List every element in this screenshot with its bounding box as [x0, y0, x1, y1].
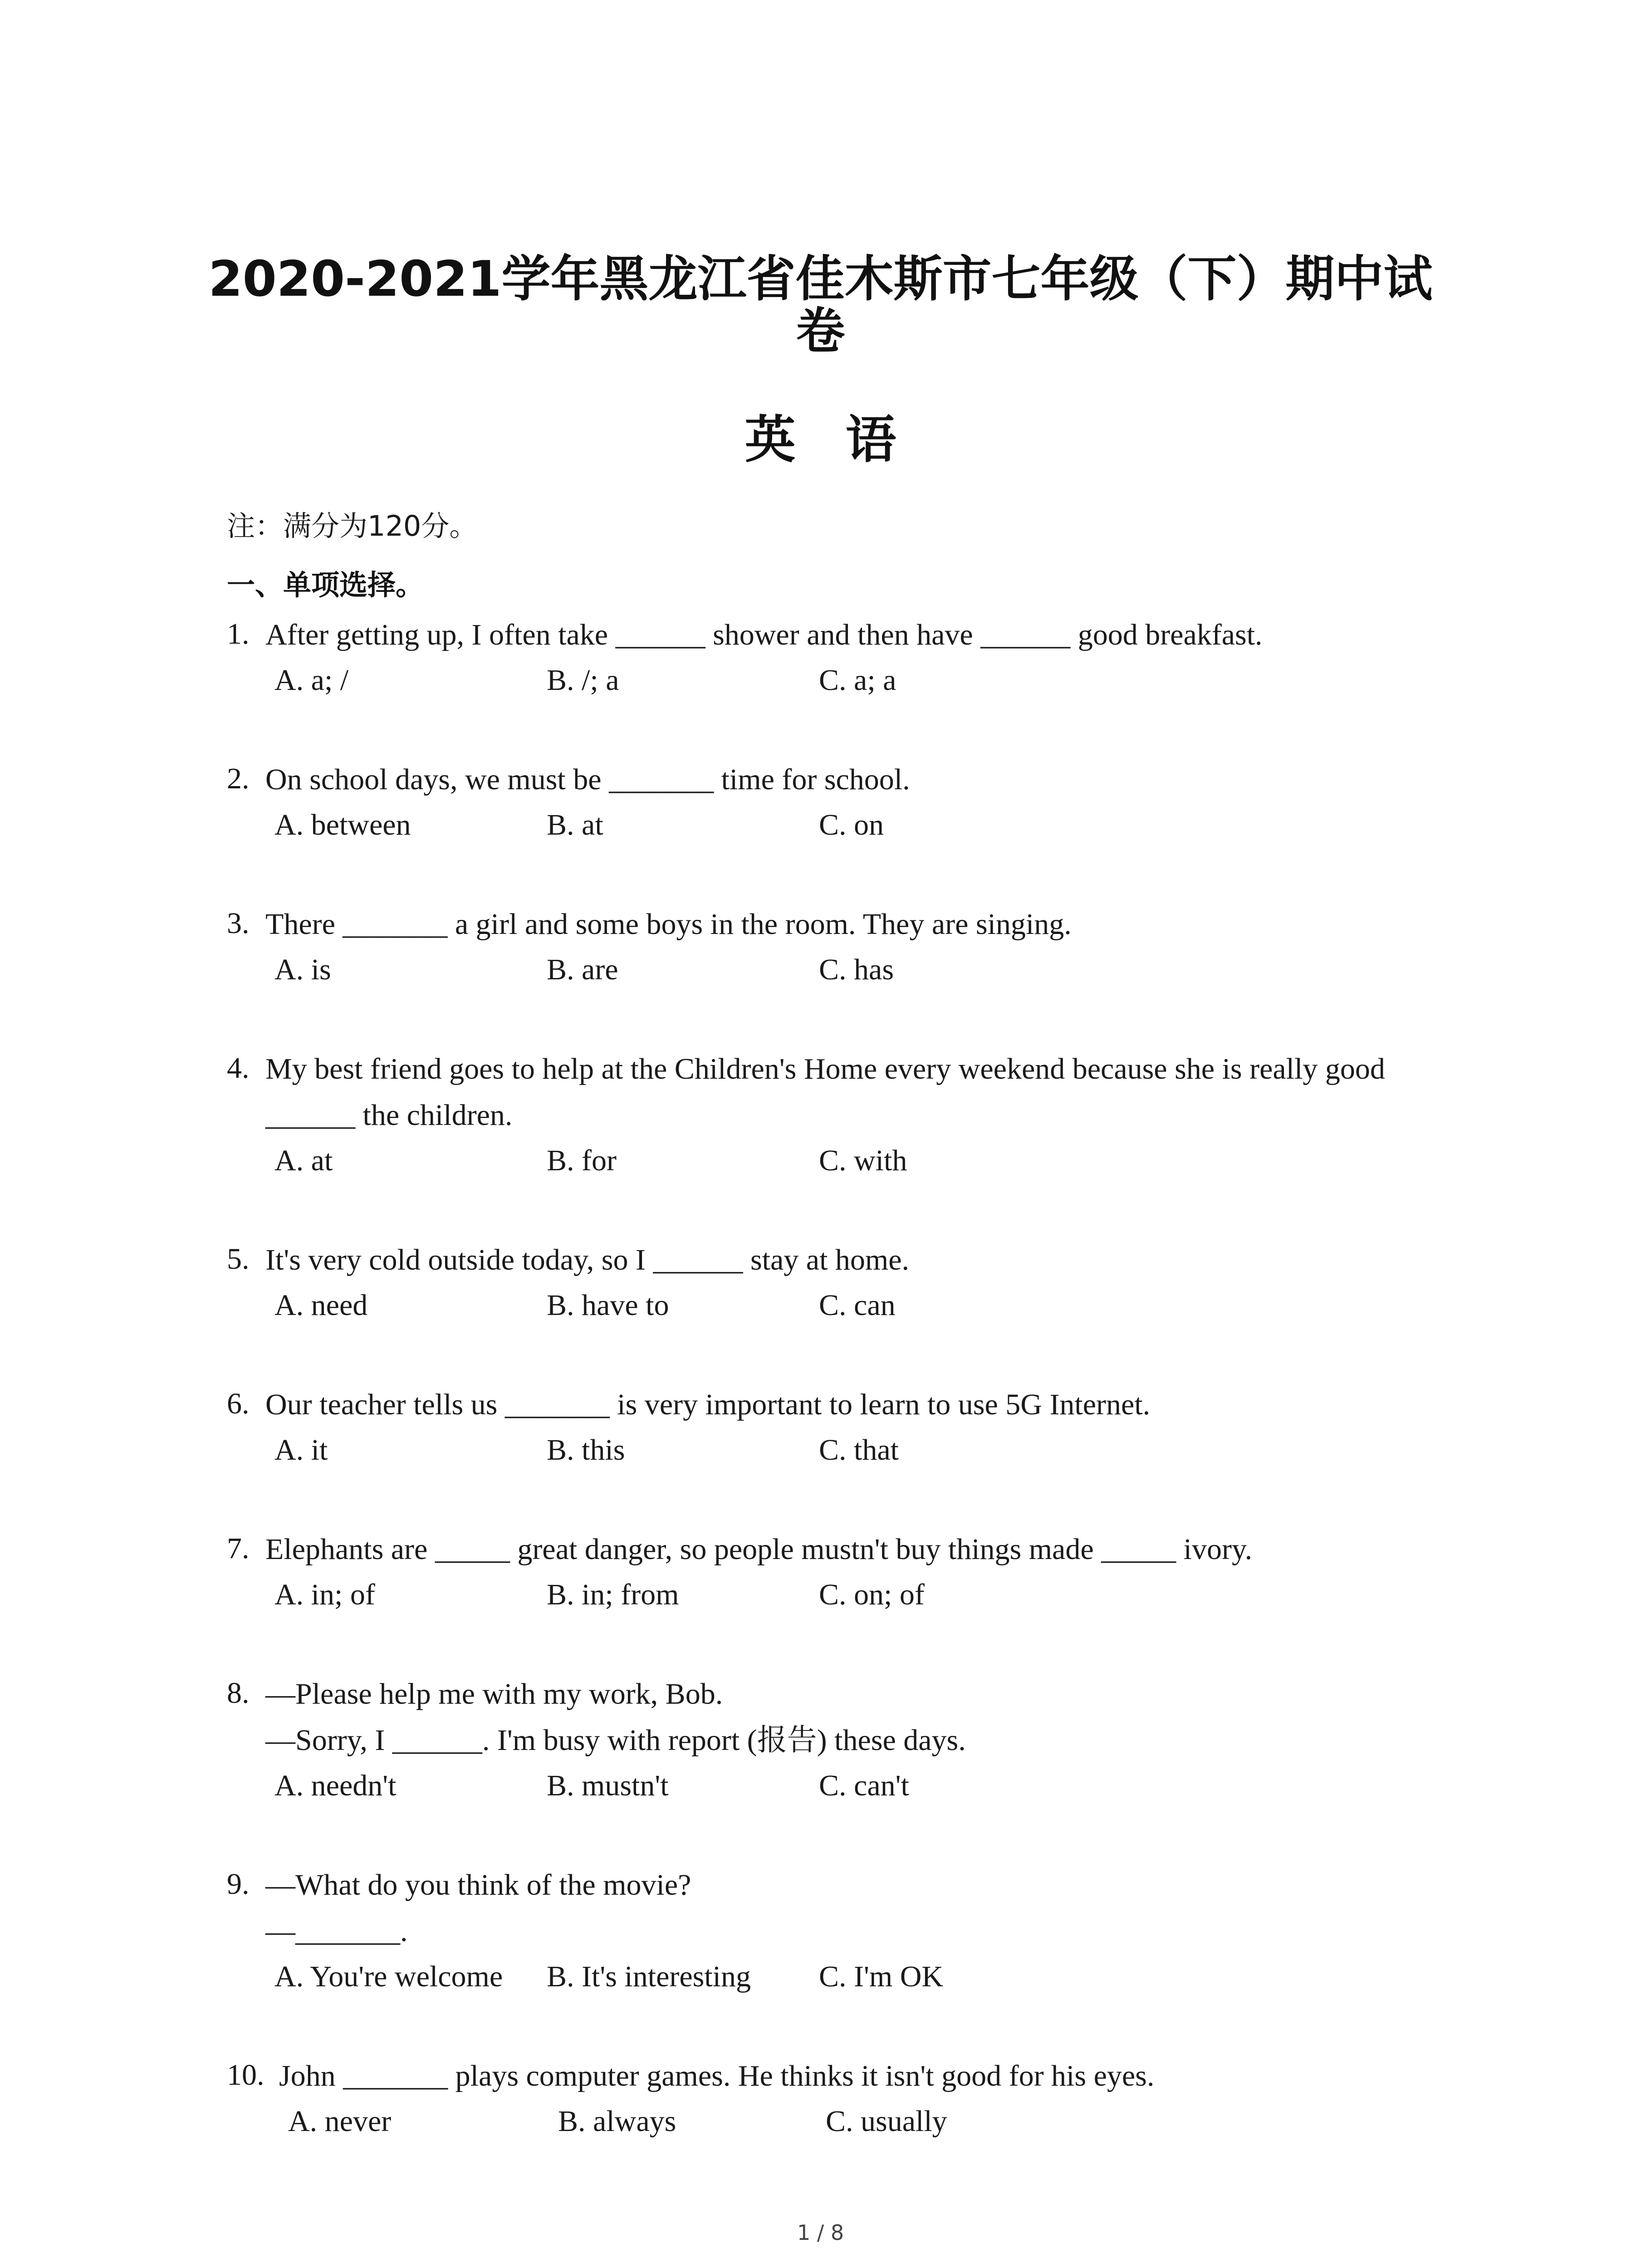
- answer-option-c: C. I'm OK: [819, 1960, 944, 1993]
- question-number: 4.: [227, 1051, 250, 1085]
- answer-option-c: C. can't: [819, 1769, 909, 1802]
- question-text: There _______ a girl and some boys in the room. They are singing.: [265, 908, 1072, 941]
- question-number: 8.: [227, 1677, 250, 1710]
- answer-option-a: A. need: [274, 1289, 368, 1322]
- answer-option-a: A. needn't: [274, 1769, 397, 1802]
- answer-option-a: A. at: [274, 1144, 333, 1177]
- answer-option-c: C. a; a: [819, 664, 896, 697]
- answer-option-b: B. It's interesting: [547, 1960, 751, 1993]
- answer-option-b: B. are: [547, 953, 618, 986]
- score-note: 注：满分为120分。: [227, 509, 478, 543]
- question-number: 9.: [227, 1867, 250, 1901]
- answer-option-a: A. between: [274, 808, 411, 841]
- subject-title: 英语: [745, 411, 946, 469]
- answer-option-c: C. usually: [826, 2105, 947, 2138]
- question-text: ______ the children.: [265, 1099, 513, 1132]
- answer-option-b: B. this: [547, 1433, 625, 1466]
- answer-option-b: B. at: [547, 808, 603, 841]
- question-text: After getting up, I often take ______ shower and then have ______ good breakfast.: [265, 618, 1263, 651]
- page-number: 1 / 8: [797, 2220, 844, 2245]
- question-number: 1.: [227, 617, 250, 650]
- answer-option-c: C. with: [819, 1144, 907, 1177]
- answer-option-c: C. on; of: [819, 1578, 925, 1611]
- exam-title-line1: 2020-2021学年黑龙江省佳木斯市七年级（下）期中试: [208, 251, 1433, 308]
- answer-option-a: A. You're welcome: [274, 1960, 503, 1993]
- question-text: —What do you think of the movie?: [265, 1868, 691, 1901]
- question-text: —Sorry, I ______. I'm busy with report (报告) these days.: [265, 1724, 966, 1757]
- answer-option-a: A. is: [274, 953, 331, 986]
- question-number: 3.: [227, 907, 250, 940]
- question-text: On school days, we must be _______ time for school.: [265, 763, 910, 796]
- question-text: It's very cold outside today, so I ______ stay at home.: [265, 1243, 910, 1276]
- answer-option-c: C. can: [819, 1289, 896, 1322]
- question-number: 7.: [227, 1532, 250, 1565]
- question-text: —Please help me with my work, Bob.: [265, 1677, 723, 1711]
- question-text: Elephants are _____ great danger, so people mustn't buy things made _____ ivory.: [265, 1533, 1253, 1566]
- answer-option-c: C. has: [819, 953, 894, 986]
- answer-option-b: B. mustn't: [547, 1769, 669, 1802]
- answer-option-b: B. /; a: [547, 664, 619, 697]
- exam-title-line2: 卷: [796, 303, 845, 360]
- question-number: 5.: [227, 1242, 250, 1276]
- question-text: John _______ plays computer games. He thinks it isn't good for his eyes.: [279, 2059, 1155, 2092]
- answer-option-a: A. in; of: [274, 1578, 375, 1611]
- question-text: Our teacher tells us _______ is very important to learn to use 5G Internet.: [265, 1388, 1151, 1421]
- question-text: —_______.: [265, 1915, 408, 1948]
- answer-option-b: B. have to: [547, 1289, 669, 1322]
- answer-option-b: B. in; from: [547, 1578, 679, 1611]
- answer-option-b: B. always: [558, 2105, 676, 2138]
- answer-option-a: A. it: [274, 1433, 328, 1466]
- question-text: My best friend goes to help at the Children's Home every weekend because she is really good: [265, 1052, 1385, 1085]
- question-number: 2.: [227, 762, 250, 795]
- answer-option-c: C. on: [819, 808, 884, 841]
- answer-option-a: A. a; /: [274, 664, 349, 697]
- section-title: 一、单项选择。: [227, 568, 424, 601]
- answer-option-c: C. that: [819, 1433, 899, 1466]
- answer-option-a: A. never: [288, 2105, 392, 2138]
- question-number: 10.: [227, 2058, 265, 2092]
- answer-option-b: B. for: [547, 1144, 617, 1177]
- question-number: 6.: [227, 1387, 250, 1420]
